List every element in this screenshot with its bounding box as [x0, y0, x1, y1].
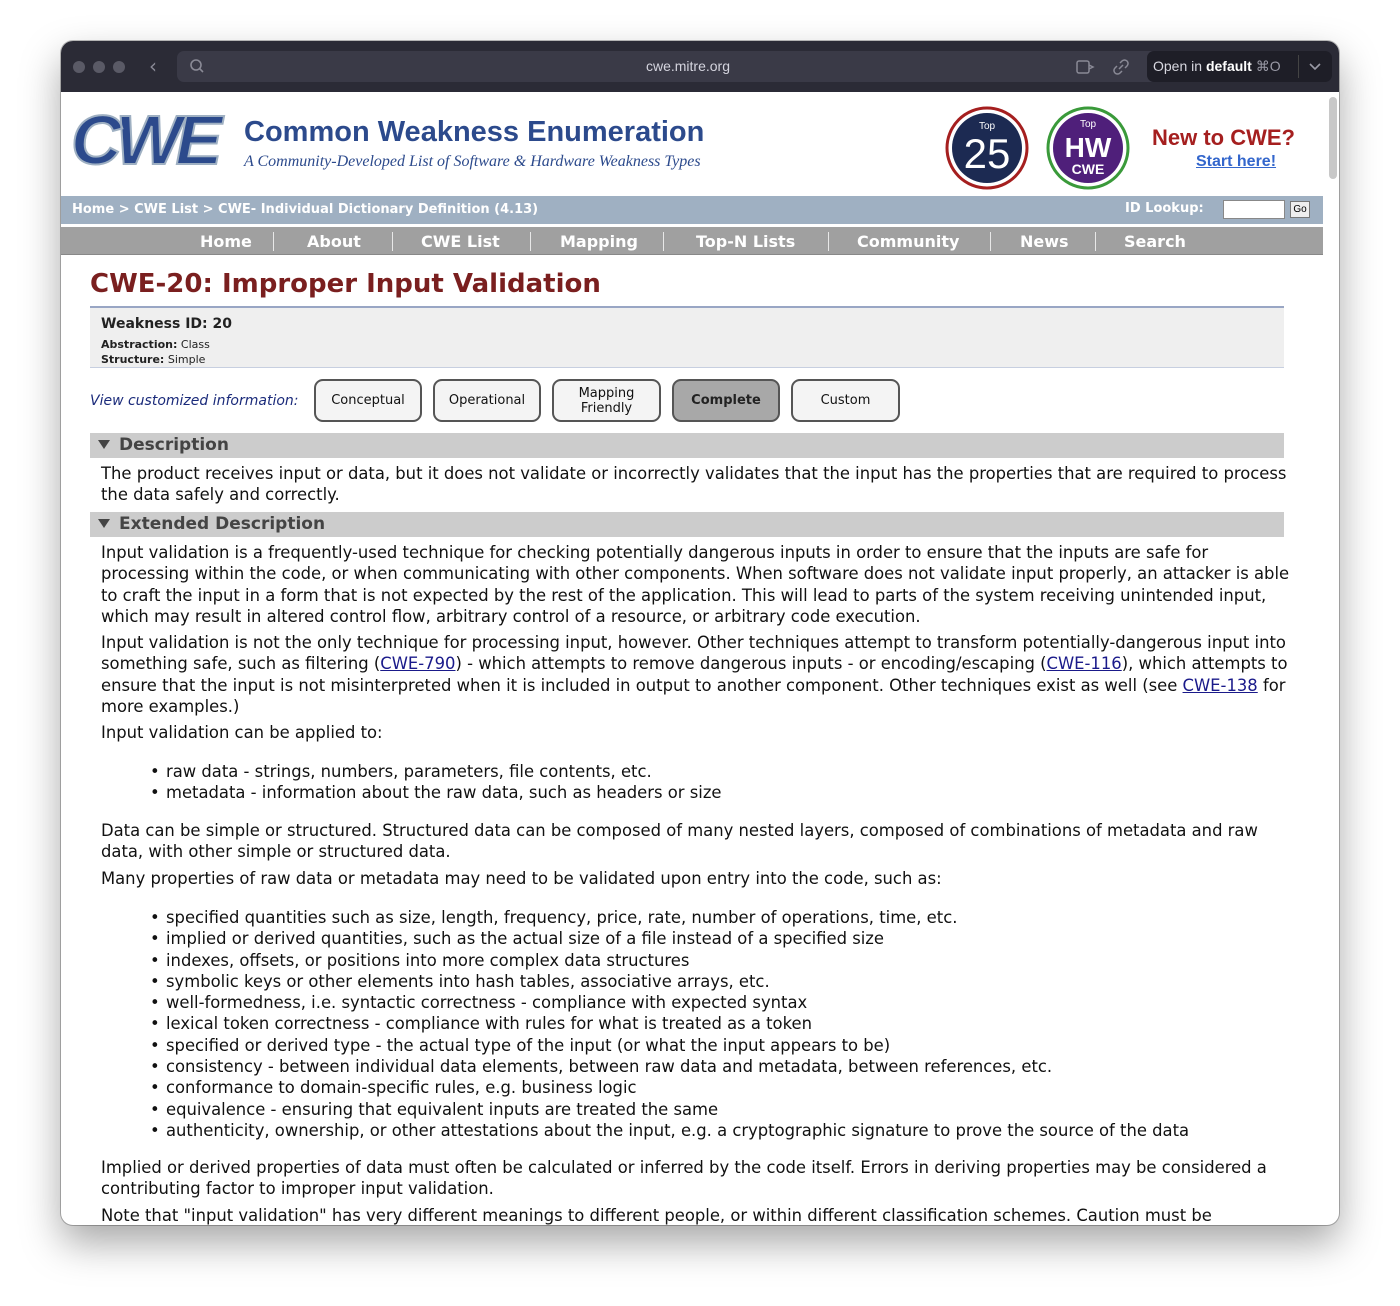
- open-in-shortcut: ⌘O: [1255, 58, 1281, 74]
- badge-hw-main: HW: [1064, 132, 1112, 163]
- paragraph-text: for more examples.): [101, 675, 1286, 716]
- nav-separator: [990, 232, 991, 251]
- cwe-logo[interactable]: [69, 108, 239, 174]
- structure-value: Simple: [167, 353, 206, 366]
- extended-description-section-header[interactable]: [90, 512, 1284, 537]
- list-item: • raw data - strings, numbers, parameters, file contents, etc.: [150, 761, 1290, 782]
- cwe-logo-text: CWE: [71, 108, 217, 174]
- paragraph-text: Input validation is not the only technique for processing input, however. Other techniques attempt to transform potentially-dangerous input into something safe, such as filtering (: [101, 633, 1286, 674]
- main-nav: [61, 227, 1323, 255]
- list-item: • implied or derived quantities, such as the actual size of a file instead of a specified size: [150, 928, 1290, 949]
- divider: [1298, 55, 1299, 78]
- abstraction-row: [101, 338, 210, 351]
- list-item: • lexical token correctness - compliance with rules for what is treated as a token: [150, 1013, 1290, 1034]
- list-item: • consistency - between individual data elements, between raw data and metadata, between references, etc.: [150, 1056, 1290, 1077]
- browser-window: [61, 41, 1339, 1225]
- cwe-116-link[interactable]: CWE-116: [1046, 654, 1122, 674]
- cwe-138-link[interactable]: CWE-138: [1182, 675, 1258, 695]
- breadcrumb-bar: [61, 196, 1323, 224]
- list-item: • indexes, offsets, or positions into more complex data structures: [150, 950, 1290, 971]
- extended-paragraph-4: Data can be simple or structured. Structured data can be composed of many nested layers, composed of combinations of metadata and raw data, with other simple or structured data.: [101, 821, 1258, 862]
- vertical-scrollbar[interactable]: [1329, 97, 1337, 179]
- id-lookup-input[interactable]: [1223, 200, 1285, 219]
- page-viewport: [61, 92, 1339, 1225]
- nav-news[interactable]: News: [1020, 232, 1069, 251]
- extended-paragraph-6: Implied or derived properties of data must often be calculated or inferred by the code itself. Errors in deriving properties may be considered a contributing factor to improper input validation.: [101, 1158, 1267, 1199]
- site-title[interactable]: Common Weakness Enumeration: [244, 116, 705, 148]
- breadcrumb[interactable]: Home > CWE List > CWE- Individual Dictionary Definition (4.13): [72, 202, 539, 217]
- view-complete-button[interactable]: Complete: [672, 379, 780, 422]
- collapse-triangle-icon[interactable]: [98, 440, 110, 449]
- list-item: • well-formedness, i.e. syntactic correctness - compliance with expected syntax: [150, 992, 1290, 1013]
- nav-cwe-list[interactable]: CWE List: [421, 232, 500, 251]
- top25-badge[interactable]: [945, 106, 1029, 190]
- view-custom-button[interactable]: Custom: [791, 379, 900, 422]
- page-title: CWE-20: Improper Input Validation: [90, 269, 601, 299]
- structure-label: Structure:: [101, 353, 165, 366]
- back-chevron-icon[interactable]: ‹: [149, 54, 157, 78]
- nav-separator: [663, 232, 664, 251]
- description-heading: Description: [119, 435, 229, 455]
- list-item: • metadata - information about the raw data, such as headers or size: [150, 782, 1290, 803]
- address-bar[interactable]: [177, 51, 1199, 82]
- minimize-window-button[interactable]: [93, 61, 105, 73]
- extended-paragraph-1: Input validation is a frequently-used technique for checking potentially dangerous inputs in order to ensure that the inputs are safe for processing within the code, or when communicating with other components. When software does not validate input properly, an attacker is able to craft the input in a form that is not expected by the rest of the application. This will lead to parts of the system receiving unintended input, which may result in altered control flow, arbitrary control of a resource, or arbitrary code execution.: [101, 543, 1290, 626]
- close-window-button[interactable]: [73, 61, 85, 73]
- list-item: • symbolic keys or other elements into hash tables, associative arrays, etc.: [150, 971, 1290, 992]
- nav-separator: [530, 232, 531, 251]
- properties-list: [150, 907, 1290, 1141]
- nav-top-n-lists[interactable]: Top-N Lists: [696, 232, 796, 251]
- nav-home[interactable]: Home: [200, 232, 252, 251]
- applied-to-list: [150, 761, 1290, 804]
- reader-icon[interactable]: [1075, 57, 1095, 77]
- id-lookup-label: ID Lookup:: [1125, 201, 1204, 216]
- weakness-id: Weakness ID: 20: [101, 316, 232, 332]
- open-in-prefix: Open in: [1153, 58, 1203, 74]
- abstraction-label: Abstraction:: [101, 338, 178, 351]
- collapse-triangle-icon[interactable]: [98, 519, 110, 528]
- browser-toolbar: [61, 41, 1339, 92]
- list-item: • specified or derived type - the actual type of the input (or what the input appears to be): [150, 1035, 1290, 1056]
- cwe-790-link[interactable]: CWE-790: [380, 654, 456, 674]
- view-customized-label: View customized information:: [90, 393, 299, 409]
- list-item: • equivalence - ensuring that equivalent inputs are treated the same: [150, 1099, 1290, 1120]
- extended-paragraph-5: Many properties of raw data or metadata may need to be validated upon entry into the code, such as:: [101, 869, 942, 888]
- link-icon[interactable]: [1111, 57, 1131, 77]
- description-section-header[interactable]: [90, 433, 1284, 458]
- abstraction-value: Class: [180, 338, 210, 351]
- nav-separator: [273, 232, 274, 251]
- paragraph-text: ), which attempts to ensure that the input is not misinterpreted when it is included in output to another component. Other techniques exist as well (see: [101, 654, 1288, 695]
- zoom-window-button[interactable]: [113, 61, 125, 73]
- open-in-label: [1153, 58, 1281, 75]
- start-here-link[interactable]: Start here!: [1196, 153, 1277, 170]
- list-item: • conformance to domain-specific rules, e.g. business logic: [150, 1077, 1290, 1098]
- structure-row: [101, 353, 205, 366]
- extended-paragraph-3: Input validation can be applied to:: [101, 723, 383, 742]
- weakness-id-box: [90, 308, 1284, 368]
- nav-separator: [828, 232, 829, 251]
- chevron-down-icon[interactable]: [1305, 57, 1325, 75]
- site-header: [61, 92, 1323, 196]
- nav-separator: [1095, 232, 1096, 251]
- new-to-cwe-heading: New to CWE?: [1152, 125, 1295, 150]
- paragraph-text: ) - which attempts to remove dangerous inputs - or encoding/escaping (: [455, 654, 1047, 674]
- id-lookup-go-button[interactable]: Go: [1290, 201, 1310, 218]
- top-hw-cwe-badge[interactable]: [1046, 106, 1130, 190]
- extended-paragraph-7: Note that "input validation" has very different meanings to different people, or within different classification schemes. Caution must be: [101, 1206, 1212, 1225]
- view-mapping-friendly-button[interactable]: Mapping Friendly: [552, 379, 661, 422]
- nav-mapping[interactable]: Mapping: [560, 232, 638, 251]
- nav-about[interactable]: About: [307, 232, 361, 251]
- view-operational-button[interactable]: Operational: [433, 379, 541, 422]
- badge-hw-top-label: Top: [1079, 119, 1097, 130]
- description-text: The product receives input or data, but it does not validate or incorrectly validates that the input has the properties that are required to process the data safely and correctly.: [101, 464, 1287, 505]
- nav-separator: [392, 232, 393, 251]
- badge-25-number: 25: [963, 130, 1011, 177]
- badge-top-label: Top: [978, 121, 996, 132]
- site-subtitle: A Community-Developed List of Software & Hardware Weakness Types: [244, 153, 701, 170]
- extended-description-heading: Extended Description: [119, 514, 326, 534]
- badge-hw-sub: CWE: [1071, 161, 1105, 177]
- view-conceptual-button[interactable]: Conceptual: [314, 379, 422, 422]
- nav-search[interactable]: Search: [1124, 232, 1186, 251]
- list-item: • specified quantities such as size, length, frequency, price, rate, number of operations, time, etc.: [150, 907, 1290, 928]
- extended-paragraph-2: [101, 632, 1291, 717]
- url-text: cwe.mitre.org: [645, 58, 731, 74]
- nav-community[interactable]: Community: [857, 232, 960, 251]
- list-item: • authenticity, ownership, or other attestations about the input, e.g. a cryptographic signature to prove the source of the data: [150, 1120, 1290, 1141]
- open-in-button[interactable]: [1147, 51, 1332, 82]
- open-in-target: default: [1205, 58, 1252, 74]
